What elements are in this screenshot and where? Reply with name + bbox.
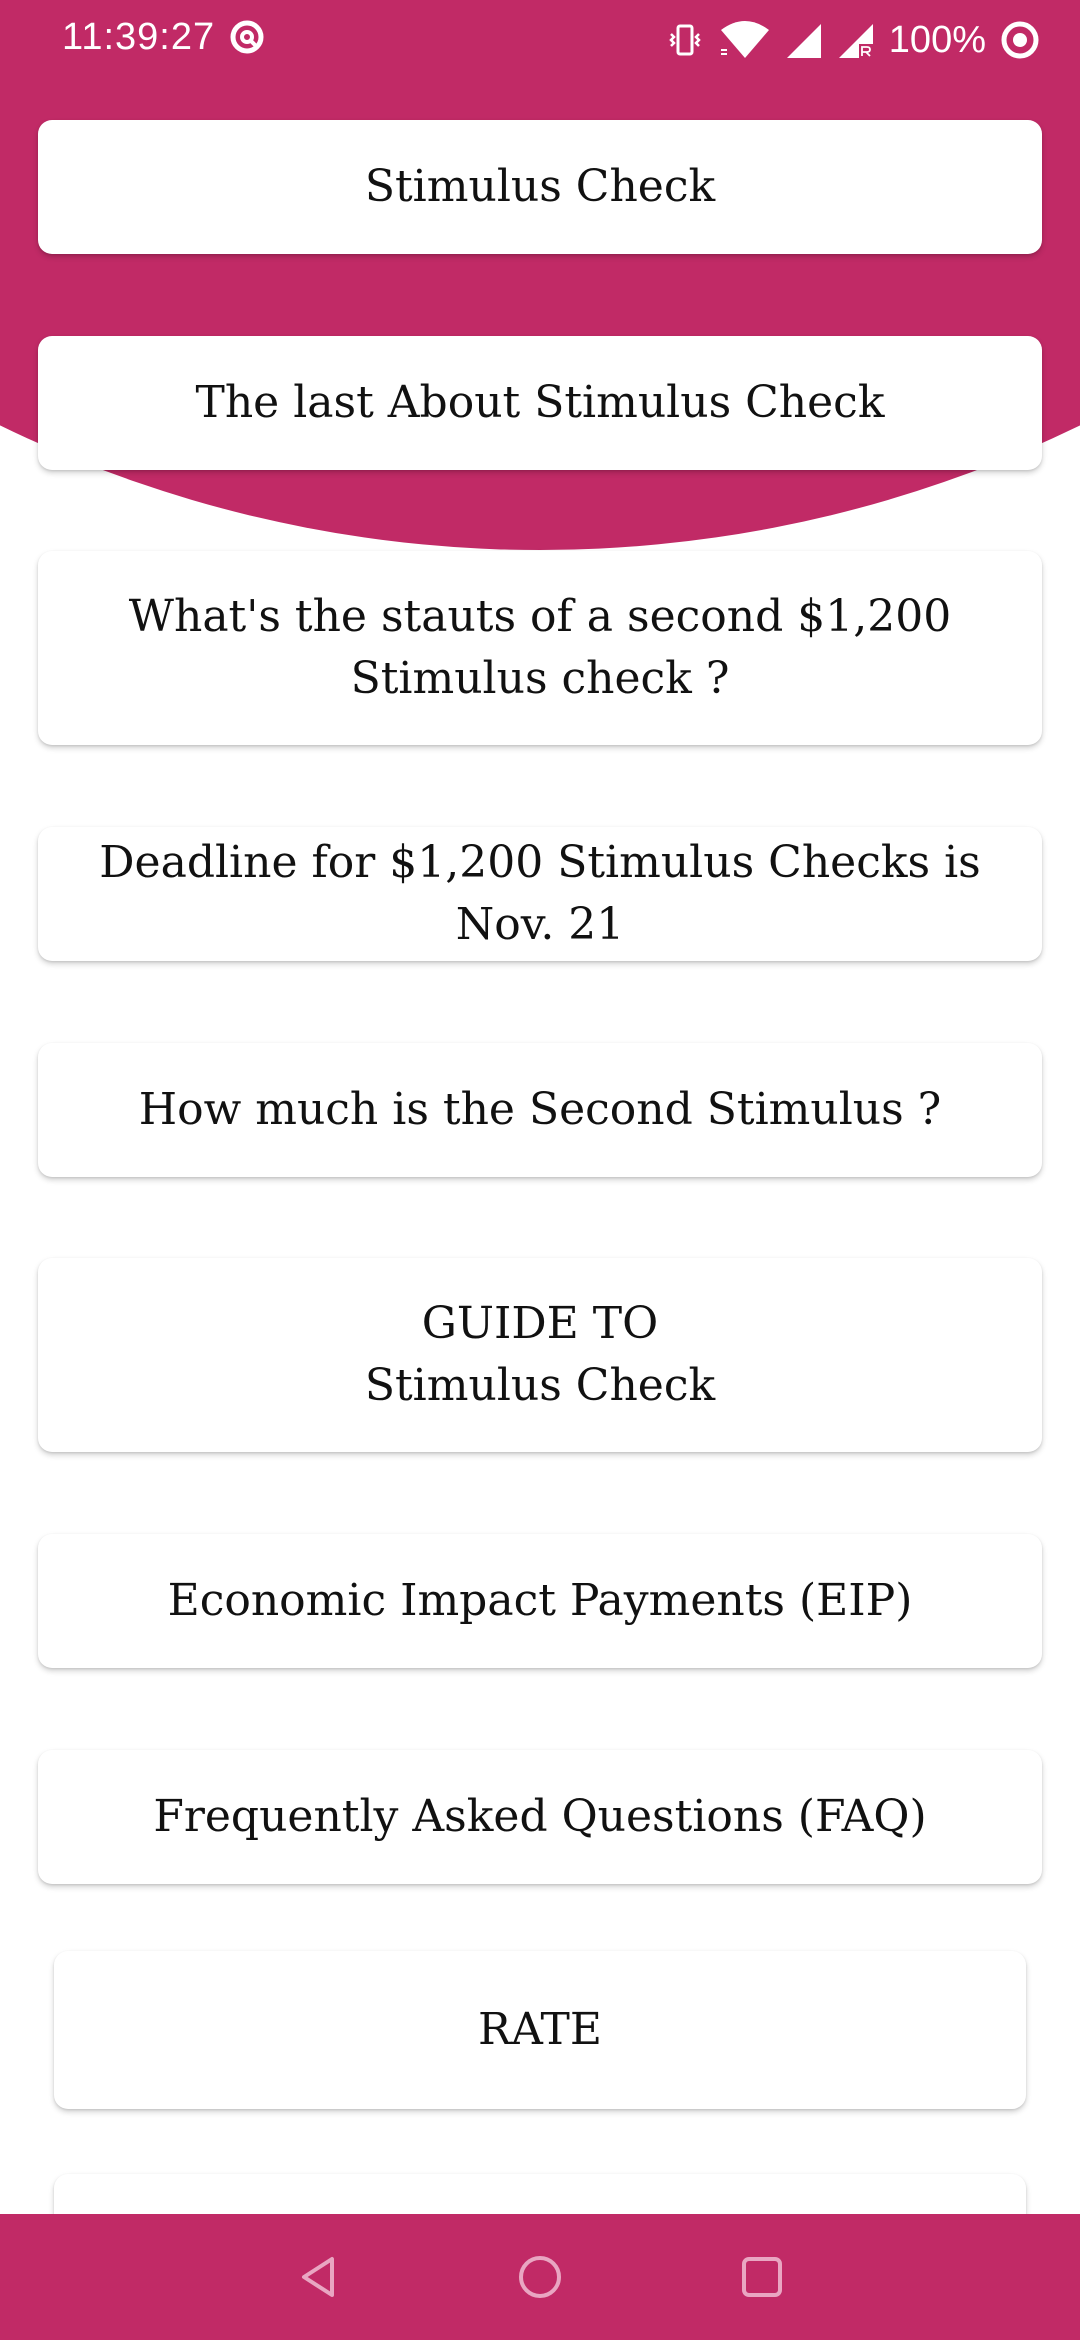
menu-item-label: GUIDE TO Stimulus Check [364, 1298, 716, 1411]
menu-item-stimulus-check[interactable] [38, 120, 1042, 254]
back-icon[interactable] [290, 2247, 350, 2307]
menu-item-deadline[interactable] [38, 827, 1042, 961]
menu-item-faq[interactable] [38, 1750, 1042, 1884]
data-saver-icon [228, 18, 266, 56]
menu-item-second-stimulus-status[interactable] [38, 551, 1042, 745]
menu-item-label: Economic Impact Payments (EIP) [167, 1575, 913, 1626]
status-time: 11:39:27 [62, 16, 216, 58]
navigation-bar [0, 2214, 1080, 2340]
menu-item-eip[interactable] [38, 1534, 1042, 1668]
battery-percent: 100% [888, 18, 986, 61]
menu-item-label: Deadline for $1,200 Stimulus Checks is Nov. 21 [99, 837, 981, 950]
menu-item-label: How much is the Second Stimulus ? [138, 1084, 942, 1135]
status-icons [665, 14, 1040, 66]
menu-item-last-about[interactable] [38, 336, 1042, 470]
signal-roaming-icon [837, 20, 875, 60]
menu-item-label: The last About Stimulus Check [195, 377, 885, 428]
menu-item-label: Stimulus Check [364, 161, 716, 212]
home-icon[interactable] [510, 2247, 570, 2307]
menu-item-how-much[interactable] [38, 1043, 1042, 1177]
menu-item-label: Frequently Asked Questions (FAQ) [153, 1791, 927, 1842]
vibrate-icon [665, 20, 705, 60]
menu-item-label: RATE [478, 2004, 602, 2055]
wifi-icon [719, 20, 771, 60]
menu-item-guide[interactable] [38, 1258, 1042, 1452]
battery-ring-icon [1000, 20, 1040, 60]
rate-button[interactable] [54, 1951, 1026, 2109]
recents-icon[interactable] [732, 2247, 792, 2307]
menu-item-label: What's the stauts of a second $1,200 Stimulus check ? [128, 591, 952, 704]
signal-icon [785, 20, 823, 60]
status-bar [0, 0, 1080, 80]
